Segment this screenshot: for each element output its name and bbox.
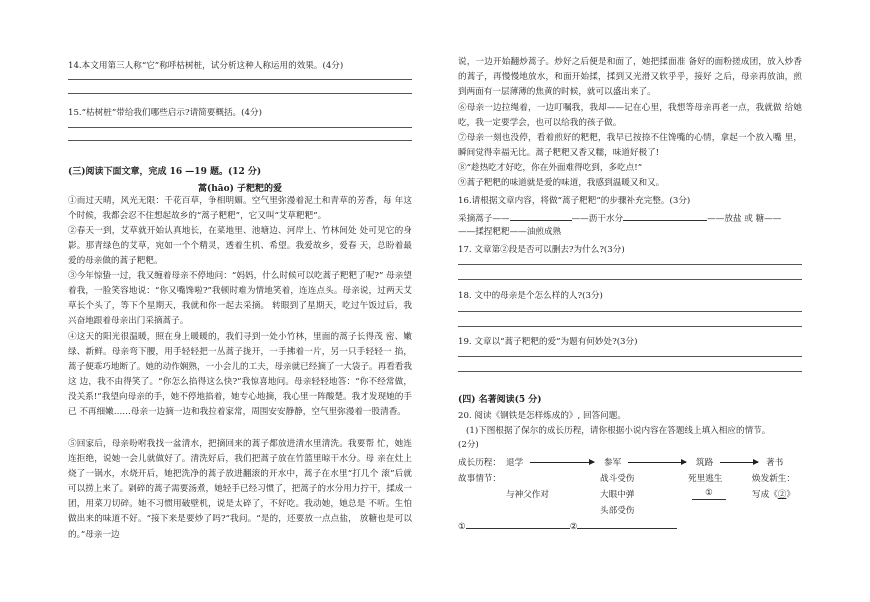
arrow-right-icon <box>628 462 686 463</box>
question-14: 14.本文用第三人称“它”称呼枯树桩，试分析这种人称运用的效果。(4分) <box>68 61 344 71</box>
answer-marker-1: ① <box>458 522 466 532</box>
plot-2-extra-2: 头部受伤 <box>600 506 635 516</box>
answer-marker-2: ② <box>569 522 578 532</box>
answer-line[interactable] <box>458 311 802 312</box>
arrow-right-icon <box>530 462 594 463</box>
step-text: ——放盐 或 糖—— <box>707 214 782 224</box>
answer-line[interactable] <box>458 356 802 357</box>
question-17: 17. 文章第②段是否可以删去?为什么?(3分) <box>458 245 625 255</box>
paragraph-1: ①而过天晴，风光无限：千花百草，争相明媚。空气里弥漫着泥土和青草的芳香，每 年这个时候，我都会忍不住想起故乡的“蒿子粑粑”，它又叫“艾草粑粑”。 <box>68 196 412 222</box>
blank-marker-2: ② <box>777 490 787 500</box>
question-20-sub-1: (1)下图根据了保尔的成长历程，请你根据小说内容在答题线上填入相应的情节。 <box>466 426 771 436</box>
answer-row <box>458 519 677 533</box>
paragraph-8: ⑧“趁热吃才好吃，你在外面难得吃到，多吃点!” <box>458 163 643 173</box>
step-blank[interactable] <box>510 211 572 221</box>
step-text: 采摘蒿子—— <box>458 214 510 224</box>
answer-line[interactable] <box>68 79 412 80</box>
paragraph-7: ⑦母亲一刻也没停，看着煎好的粑粑，我早已按捺不住馋嘴的心情，拿起一个放入嘴 里，瞬间觉得幸福无比。蒿子粑粑又香又糯，味道好极了! <box>458 133 802 159</box>
plot-2-extra-1: 大眼中弹 <box>600 490 635 500</box>
answer-blank-1[interactable] <box>466 519 570 529</box>
paragraph-2: ②春天一到，艾草就开始认真地长，在菜地里、池塘边、河岸上、竹林间处 处可见它的身影。那青绿色的艾草，宛如一个个精灵，透着生机、希望。我爱故乡，爱春 天，总盼着最爱的母亲做的蒿子粑粑。 <box>68 226 412 267</box>
q16-steps-line-1 <box>458 211 781 225</box>
question-20: 20. 阅读《钢铁是怎样炼成的》, 回答问题。 <box>458 411 626 421</box>
stage-4: 著书 <box>766 458 784 468</box>
arrow-right-icon <box>720 462 758 463</box>
section-4-heading: (四) 名著阅读(5 分) <box>458 395 542 405</box>
article-title: 蒿(hāo) 子粑粑的爱 <box>197 184 283 194</box>
question-15: 15.“枯树桩”带给我们哪些启示?请简要概括。(4分) <box>68 108 262 118</box>
stage-1: 退学 <box>506 458 524 468</box>
question-16: 16.请根据文章内容，将做“蒿子粑粑”的步骤补充完整。(3分) <box>458 196 691 206</box>
paragraph-3: ③今年惊蛰一过，我又缠着母亲不停地问：“妈妈，什么时候可以吃蒿子粑粑了呢?” 母亲望着我，一脸笑容地说：“你又嘴馋啦?”我顿时难为情地笑着，连连点头。母亲说，过两天艾草长个头了，等下个星期天，我就和你一起去采摘。 转眼到了星期天，吃过午饭过后，我兴奋地跟着母亲出门采摘蒿子。 <box>68 271 412 327</box>
answer-line[interactable] <box>68 140 412 141</box>
answer-blank-2[interactable] <box>577 519 677 529</box>
step-blank[interactable] <box>623 211 707 221</box>
question-18: 18. 文中的母亲是个怎么样的人?(3分) <box>458 291 603 301</box>
row-label-growth: 成长历程： <box>458 458 501 468</box>
q16-steps-line-2: ——揉捏粑粑——油煎成熟 <box>458 227 562 237</box>
question-19: 19. 文章以“蒿子粑粑的爱”为题有何妙处?(3分) <box>458 337 638 347</box>
stage-2: 参军 <box>604 458 622 468</box>
answer-line[interactable] <box>458 326 802 327</box>
answer-line[interactable] <box>458 279 802 280</box>
stage-3: 筑路 <box>696 458 714 468</box>
paragraph-5-continued: 说，一边开始翻炒蒿子。炒好之后便是和面了，她把揉面准 备好的面粉搓成团，放入炒香的蒿子，再慢慢地放水，和面开始揉，揉到又光滑又软乎乎，接好 之后，母亲再放油，煎到两面有一层薄薄的焦黄的时候，就可以盛出来了。 <box>458 57 802 98</box>
plot-1: 与神父作对 <box>506 490 549 500</box>
answer-line[interactable] <box>458 371 802 372</box>
paragraph-4: ④这天的阳光很温暖，照在身上暖暖的，我们寻到一处小竹林，里面的蒿子长得茂 密、嫩绿、新鲜。母亲弯下腰，用手轻轻把一丛蒿子拢开，一手拂着一片，另一只手轻轻一 掐，蒿子便乖巧地断了。她的动作娴熟，一小会儿的工夫，母亲就已经摘了一大袋子。再看看我这 边，我不由得笑了。“你怎么掐得这么快?”我惊喜地问。母亲轻轻地答：“你不经常做， 没关系!”我望向母亲的手，她不停地掐着，她专心地摘，我心里一阵酸楚。我才发现她的手已 不再细嫩……母亲一边摘一边和我拉着家常，周围安安静静，空气里弥漫着一股清香。 <box>68 332 412 418</box>
blank-marker-1: ① <box>705 488 713 498</box>
step-text: ——沥干水分 <box>571 214 624 224</box>
plot-2: 战斗受伤 <box>600 474 635 484</box>
answer-line[interactable] <box>458 264 802 265</box>
question-20-score: (2分) <box>458 440 479 450</box>
book-title-suffix: 》 <box>786 490 796 500</box>
section-3-heading: (三)阅读下面文章，完成 16 —19 题。(12 分) <box>68 167 262 177</box>
paragraph-9: ⑨蒿子粑粑的味道就是爱的味道，我感到温暖又和又。 <box>458 178 665 188</box>
answer-line[interactable] <box>68 127 412 128</box>
paragraph-6: ⑥母亲一边拉绳着，一边叮嘱我，我却——记在心里，我想等母亲再老一点，我就做 给她吃，我一定要学会，也可以给我的孩子做。 <box>458 103 802 129</box>
answer-line[interactable] <box>68 93 412 94</box>
book-title-prefix: 写成《 <box>752 490 778 500</box>
paragraph-5: ⑤回家后，母亲吩咐我找一盆清水，把摘回来的蒿子都放进清水里清洗。我要帮 忙，她连连拒绝，说她一会儿就做好了。清洗好后，我们把蒿子放在竹篮里晾干水分。母 亲在灶上烧了一锅水，水烧开后，她把洗净的蒿子放进翻滚的开水中，蒿子在水里“打几个 滚”后就可以捞上来了。剁碎的蒿子需要汤煮，她轻手已经习惯了，把蒿子的水分用力拧干，揉成一团，用菜刀切碎。她不习惯用破壁机，说是太碎了，不好吃。我动她，她总是 不听。生怕做出来的味道不好。“接下来是要炒了吗?”我问。“是的，还要放一点点盐， 放糖也是可以的。”母亲一边 <box>68 439 412 540</box>
row-label-plot: 故事情节： <box>458 474 501 484</box>
diagram-blank-1[interactable] <box>692 488 726 500</box>
diagram-blank-2[interactable] <box>752 488 795 500</box>
plot-3: 死里逃生 <box>688 474 723 484</box>
plot-4: 焕发新生： <box>752 474 795 484</box>
